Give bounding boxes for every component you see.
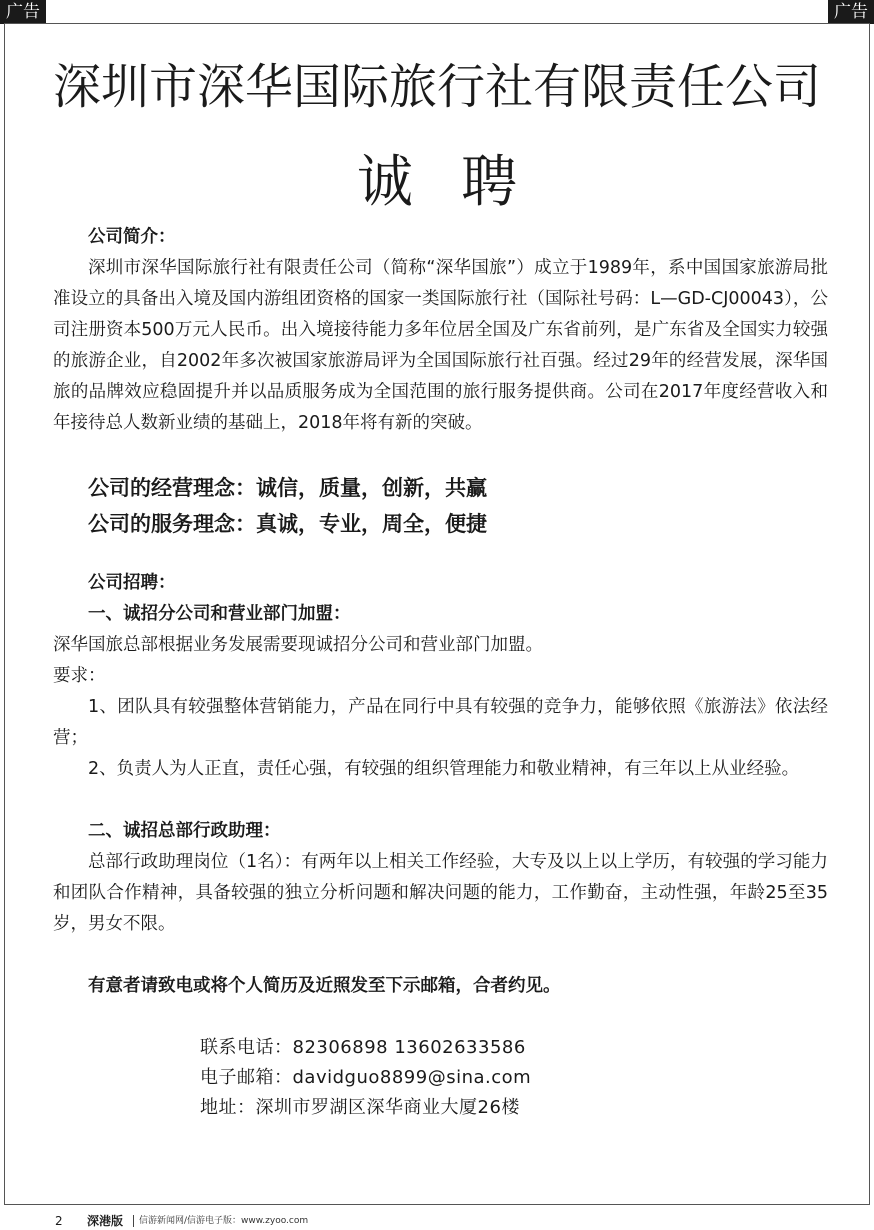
hiring-title: 诚聘: [357, 150, 565, 215]
closing-line: 有意者请致电或将个人简历及近照发至下示邮箱，合者约见。: [88, 976, 561, 996]
footer-divider: [133, 1215, 134, 1227]
ad-content: [53, 222, 828, 1123]
ad-label-left: 广告: [0, 0, 46, 24]
section2-title: 二、诚招总部行政助理：: [88, 821, 281, 841]
contact-email: 电子邮箱：davidguo8899@sina.com: [200, 1067, 532, 1088]
section1-req2: 2、负责人为人正直，责任心强，有较强的组织管理能力和敬业精神，有三年以上从业经验。: [88, 759, 800, 779]
page-footer: [0, 1212, 874, 1230]
section1-desc: 深华国旅总部根据业务发展需要现诚招分公司和营业部门加盟。: [53, 635, 543, 655]
business-philosophy: 公司的经营理念：诚信，质量，创新，共赢: [88, 476, 487, 500]
section2-desc: 总部行政助理岗位（1名）：有两年以上相关工作经验，大专及以上以上学历，有较强的学习能力和团队合作精神，具备较强的独立分析问题和解决问题的能力，工作勤奋，主动性强，年龄25至35岁，男女不限。: [53, 852, 828, 934]
section1-req1: 1、团队具有较强整体营销能力，产品在同行中具有较强的竞争力，能够依照《旅游法》依法经营；: [53, 697, 828, 748]
intro-heading: 公司简介：: [88, 227, 176, 247]
section1-req-label: 要求：: [53, 666, 106, 686]
contact-phone: 联系电话：82306898 13602633586: [200, 1037, 526, 1058]
magazine-name: 深港版: [87, 1214, 124, 1228]
recruit-heading: 公司招聘：: [88, 573, 176, 593]
magazine-info: 信游新闻网/信游电子版：www.zyoo.com: [139, 1216, 309, 1226]
service-philosophy: 公司的服务理念：真诚，专业，周全，便捷: [88, 512, 487, 536]
company-name: 深圳市深华国际旅行社有限责任公司: [52, 59, 821, 115]
section1-title: 一、诚招分公司和营业部门加盟：: [88, 604, 351, 624]
intro-body: 深圳市深华国际旅行社有限责任公司（简称“深华国旅”）成立于1989年，系中国国家旅游局批准设立的具备出入境及国内游组团资格的国家一类国际旅行社（国际社号码：L—GD-CJ00043），公司注册资本500万元人民币。出入境接待能力多年位居全国及广东省前列，是广东省及全国实力较强的旅游企业，自2002年多次被国家旅游局评为全国国际旅行社百强。经过29年的经营发展，深华国旅的品牌效应稳固提升并以品质服务成为全国范围的旅行服务提供商。公司在2017年度经营收入和年接待总人数新业绩的基础上，2018年将有新的突破。: [53, 258, 828, 433]
page-number: 2: [55, 1214, 63, 1228]
ad-label-right: 广告: [828, 0, 874, 24]
contact-address: 地址：深圳市罗湖区深华商业大厦26楼: [200, 1097, 520, 1118]
